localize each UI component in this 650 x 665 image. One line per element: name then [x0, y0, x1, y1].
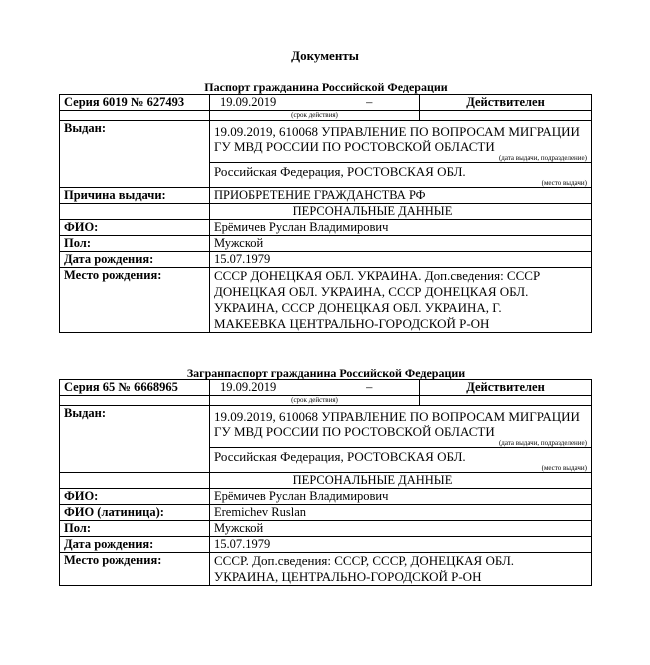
passport-sex-value: Мужской: [210, 236, 592, 252]
foreign-passport-table: [59, 379, 592, 586]
passport-issued-caption: (дата выдачи, подразделение): [498, 154, 587, 162]
foreign-fio-latin-value: Eremichev Ruslan: [210, 505, 592, 521]
passport-fio-label: ФИО:: [60, 220, 210, 236]
foreign-place-value: Российская Федерация, РОСТОВСКАЯ ОБЛ.: [214, 449, 466, 464]
foreign-valid-date: 19.09.2019: [220, 380, 277, 394]
passport-series-row: [60, 95, 592, 111]
passport-reason-label: Причина выдачи:: [60, 188, 210, 204]
passport-place-caption: (место выдачи): [541, 179, 587, 187]
passport-fio-value: Ерёмичев Руслан Владимирович: [210, 220, 592, 236]
foreign-sex-label: Пол:: [60, 521, 210, 537]
passport-pob-label: Место рождения:: [60, 268, 210, 333]
passport-personal-heading: ПЕРСОНАЛЬНЫЕ ДАННЫЕ: [210, 204, 592, 220]
passport-place-value: Российская Федерация, РОСТОВСКАЯ ОБЛ.: [214, 164, 466, 179]
foreign-issued-caption: (дата выдачи, подразделение): [498, 439, 587, 447]
foreign-sex-value: Мужской: [210, 521, 592, 537]
passport-reason-value: ПРИОБРЕТЕНИЕ ГРАЖДАНСТВА РФ: [210, 188, 592, 204]
passport-pob-value: СССР ДОНЕЦКАЯ ОБЛ. УКРАИНА. Доп.сведения: СССР ДОНЕЦКАЯ ОБЛ. УКРАИНА, СССР ДОНЕЦКАЯ ОБЛ. УКРАИНА, СССР ДОНЕЦКАЯ ОБЛ. УКРАИНА, Г. МАКЕЕВКА ЦЕНТРАЛЬНО-ГОРОДСКОЙ Р-ОН: [210, 268, 592, 333]
passport-heading: Паспорт гражданина Российской Федерации: [204, 80, 448, 94]
foreign-dob-value: 15.07.1979: [210, 537, 592, 553]
foreign-fio-latin-label: ФИО (латиница):: [60, 505, 210, 521]
foreign-fio-value: Ерёмичев Руслан Владимирович: [210, 489, 592, 505]
passport-dob-value: 15.07.1979: [210, 252, 592, 268]
foreign-issued-value: 19.09.2019, 610068 УПРАВЛЕНИЕ ПО ВОПРОСАМ МИГРАЦИИ ГУ МВД РОССИИ ПО РОСТОВСКОЙ ОБЛАСТИ: [214, 409, 580, 439]
passport-dob-label: Дата рождения:: [60, 252, 210, 268]
foreign-status: Действителен: [420, 380, 592, 396]
foreign-fio-label: ФИО:: [60, 489, 210, 505]
passport-sex-label: Пол:: [60, 236, 210, 252]
foreign-place-caption: (место выдачи): [541, 464, 587, 472]
foreign-passport-heading: Загранпаспорт гражданина Российской Федерации: [186, 366, 466, 380]
foreign-validity-caption: (срок действия): [291, 396, 338, 404]
foreign-personal-heading: ПЕРСОНАЛЬНЫЕ ДАННЫЕ: [210, 473, 592, 489]
foreign-dob-label: Дата рождения:: [60, 537, 210, 553]
foreign-pob-label: Место рождения:: [60, 553, 210, 586]
passport-validity-caption: (срок действия): [291, 111, 338, 119]
foreign-dash: –: [366, 380, 373, 394]
passport-dash: –: [366, 95, 373, 109]
foreign-issued-label: Выдан:: [60, 406, 210, 473]
passport-issued-value: 19.09.2019, 610068 УПРАВЛЕНИЕ ПО ВОПРОСАМ МИГРАЦИИ ГУ МВД РОССИИ ПО РОСТОВСКОЙ ОБЛАСТИ: [214, 124, 580, 154]
foreign-series: Серия 65 № 6668965: [60, 380, 210, 396]
passport-issued-label: Выдан:: [60, 121, 210, 188]
passport-table: [59, 94, 592, 333]
foreign-pob-value: СССР. Доп.сведения: СССР, СССР, ДОНЕЦКАЯ ОБЛ. УКРАИНА, ЦЕНТРАЛЬНО-ГОРОДСКОЙ Р-ОН: [210, 553, 592, 586]
page-title: Документы: [291, 48, 359, 63]
passport-validity: [210, 95, 420, 111]
passport-series: Серия 6019 № 627493: [60, 95, 210, 111]
passport-status: Действителен: [420, 95, 592, 111]
passport-valid-date: 19.09.2019: [220, 95, 277, 109]
